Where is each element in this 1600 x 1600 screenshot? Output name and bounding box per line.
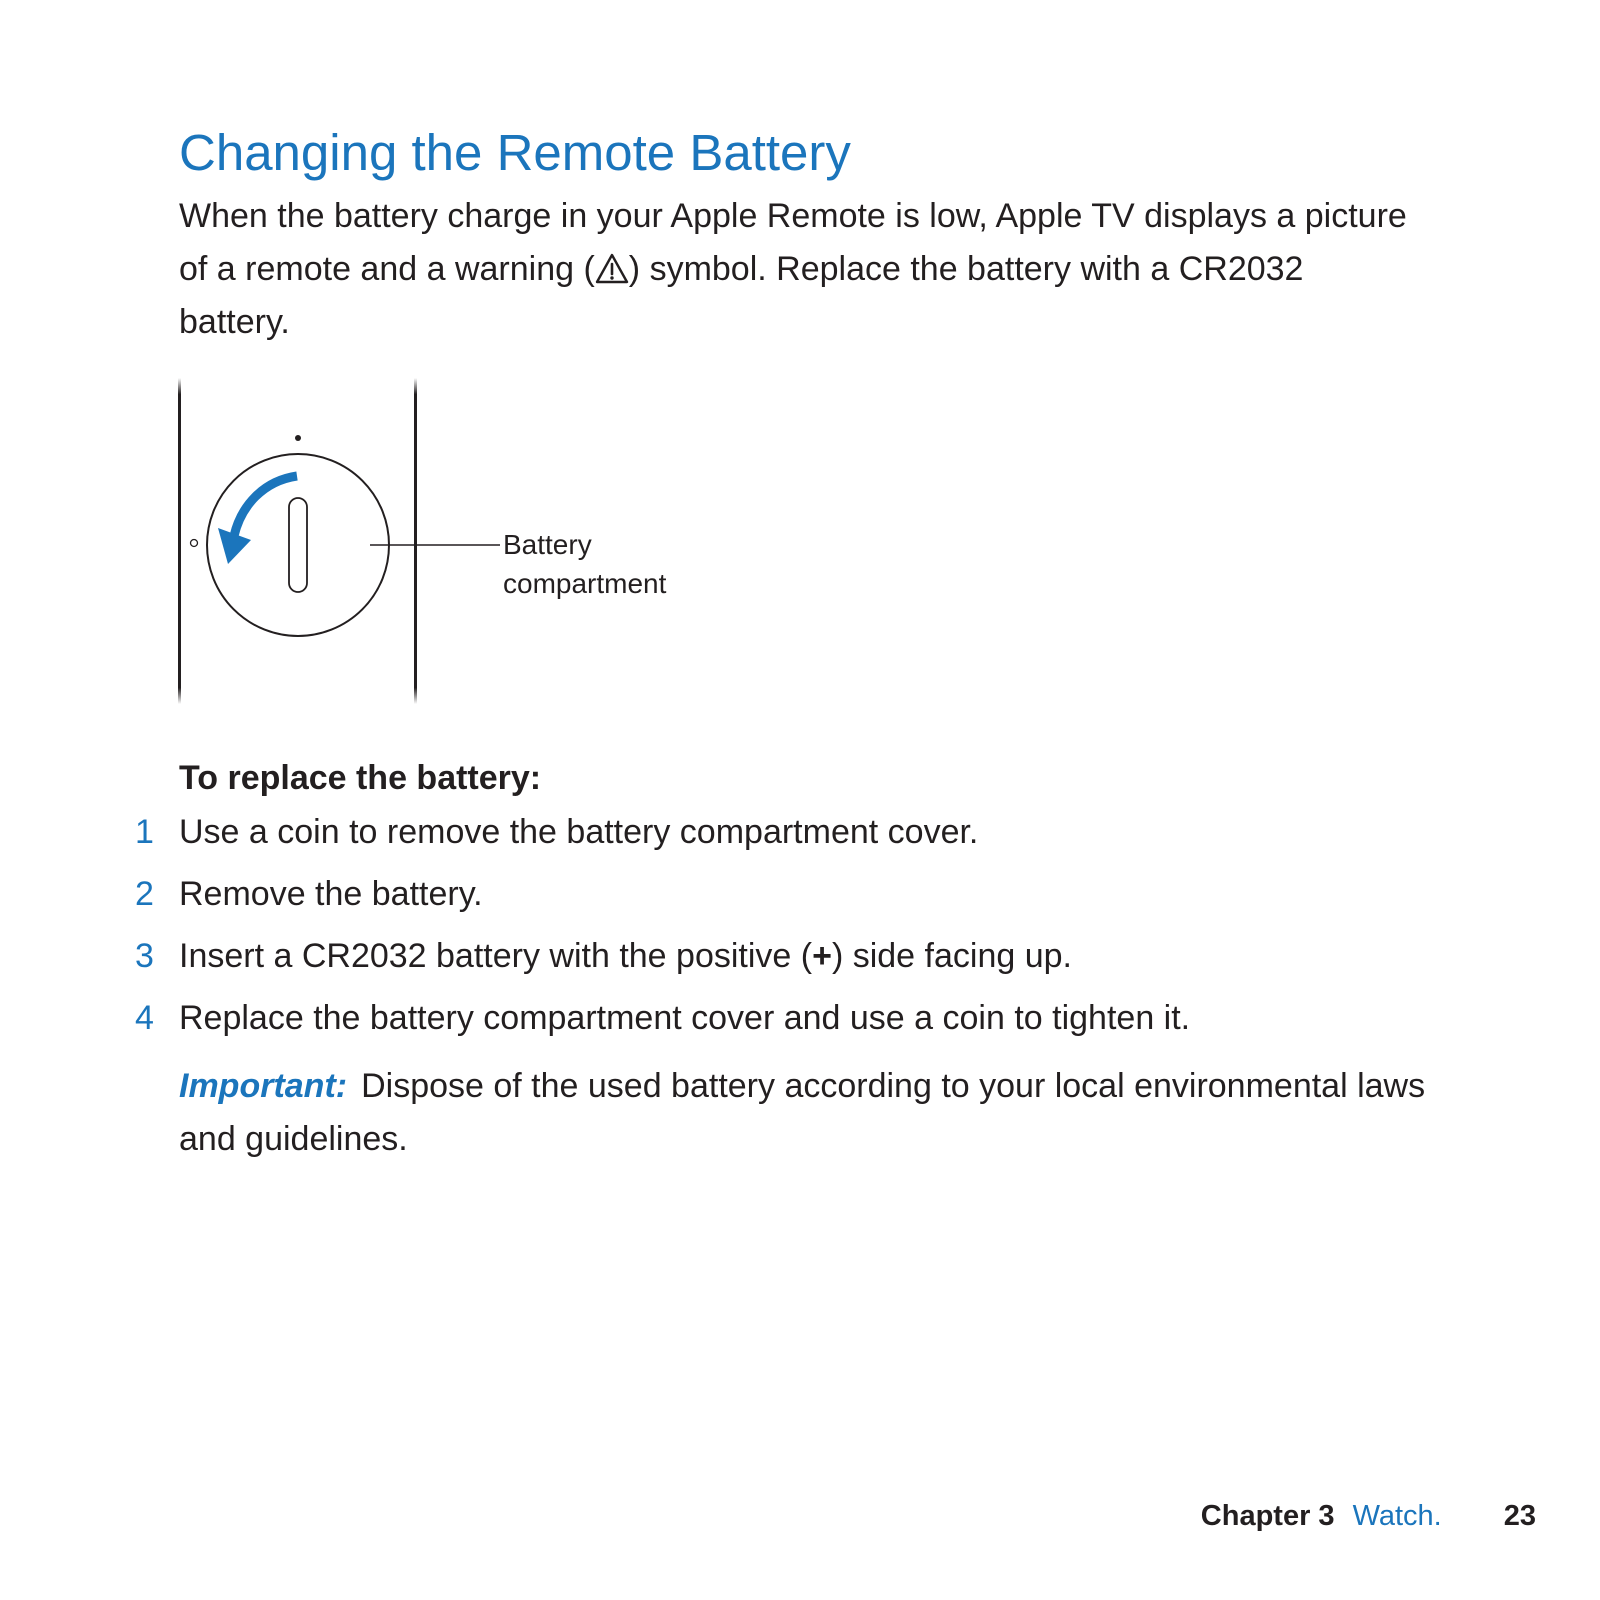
list-item [0,872,1600,934]
page-number: 23 [1503,1500,1536,1532]
remote-left-edge [178,378,181,704]
steps-list [0,810,1600,1058]
step-number: 2 [135,875,154,913]
list-item [0,810,1600,872]
intro-text-start: When the battery charge in your Apple Remote is low, Apple TV displays a picture of a remote and a warning ( [179,197,1407,288]
coin-slot [289,498,307,592]
step-text-end: ) side facing up. [831,937,1072,975]
step-text: Replace the battery compartment cover and use a coin to tighten it. [179,999,1191,1037]
step-text [179,934,1072,978]
important-text: Dispose of the used battery according to your local environmental laws and guidelines. [179,1067,1426,1158]
important-label: Important: [179,1067,348,1105]
page-footer [1201,1496,1536,1536]
footer-section: Watch. [1352,1500,1442,1532]
intro-text-end: ) symbol. Replace the battery with a CR2032 battery. [179,250,1304,341]
remote-right-edge [414,378,417,704]
battery-compartment-diagram [170,378,500,708]
plus-symbol: + [812,937,832,975]
alignment-dot-left [191,540,198,547]
alignment-dot-top [295,435,301,441]
step-text: Remove the battery. [179,875,483,913]
step-text-start: Insert a CR2032 battery with the positive ( [179,937,813,975]
list-item [0,934,1600,996]
battery-compartment-callout [503,525,666,603]
callout-line-1: Battery [503,529,592,560]
callout-line-2: compartment [503,568,667,599]
procedure-heading: To replace the battery: [179,759,542,797]
step-number: 4 [135,999,154,1037]
step-text: Use a coin to remove the battery compartment cover. [179,813,979,851]
important-note [179,1060,1439,1166]
warning-triangle-icon [595,253,629,284]
list-item [0,996,1600,1058]
step-number: 1 [135,813,154,851]
step-number: 3 [135,937,154,975]
footer-chapter: Chapter 3 [1200,1500,1335,1532]
intro-paragraph [179,190,1419,349]
page-title: Changing the Remote Battery [179,124,851,181]
